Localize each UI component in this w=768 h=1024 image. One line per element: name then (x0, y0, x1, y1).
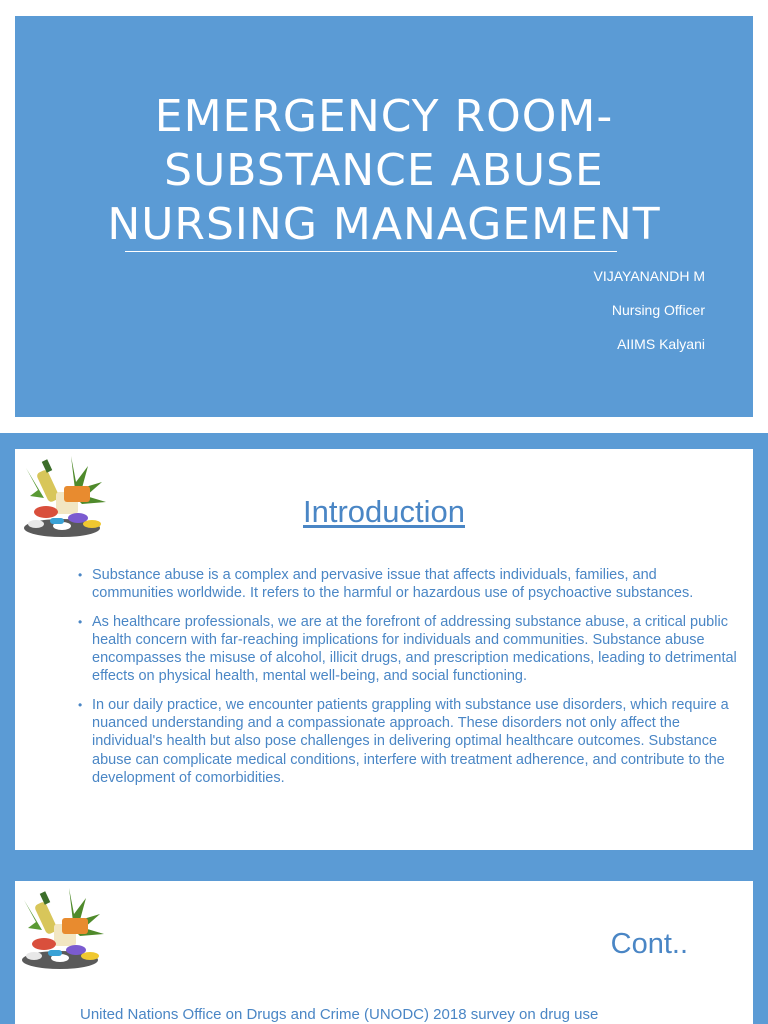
bullet-icon: • (78, 697, 83, 712)
list-item (78, 696, 738, 787)
list-item (78, 566, 738, 603)
author-block (594, 266, 706, 368)
bullet-icon: • (78, 568, 83, 582)
continuation-heading: Cont.. (610, 928, 688, 960)
introduction-bullet-list (78, 566, 738, 797)
author-role: Nursing Officer (611, 302, 705, 318)
bullet-text: Substance abuse is a complex and pervasive issue that affects individuals, families, and communities worldwide. It refers to the harmful or hazardous use of psychoactive substances. (92, 567, 694, 602)
continuation-text: United Nations Office on Drugs and Crime (UNODC) 2018 survey on drug use (80, 1006, 599, 1023)
bullet-text: In our daily practice, we encounter patients grappling with substance use disorders, which require a nuanced understanding and a compassionate approach. These disorders not only affect the individual's health but also pose challenges in delivering optimal healthcare outcomes. Substance abuse can complicate medical conditions, interfere with treatment adherence, and contribute to the development of comorbidities. (92, 696, 729, 786)
title-line-1: EMERGENCY ROOM- (154, 91, 614, 142)
author-institution: AIIMS Kalyani (617, 336, 705, 352)
substance-abuse-logo-icon (14, 884, 106, 972)
bullet-icon: • (78, 614, 83, 629)
title-underline (125, 251, 617, 252)
title-line-2: SUBSTANCE ABUSE (164, 145, 604, 196)
presentation-title (15, 90, 753, 252)
list-item (78, 613, 738, 686)
title-line-3: NURSING MANAGEMENT (107, 199, 661, 250)
bullet-text: As healthcare professionals, we are at the forefront of addressing substance abuse, a critical public health concern with far-reaching implications for individuals and communities. Substance abuse encompasses the misuse of alcohol, illicit drugs, and prescription medications, leading to detrimental effects on physical health, mental well-being, and social functioning. (92, 613, 737, 685)
introduction-heading: Introduction (303, 494, 465, 529)
title-slide (15, 16, 753, 417)
author-name: VIJAYANANDH M (593, 268, 705, 284)
